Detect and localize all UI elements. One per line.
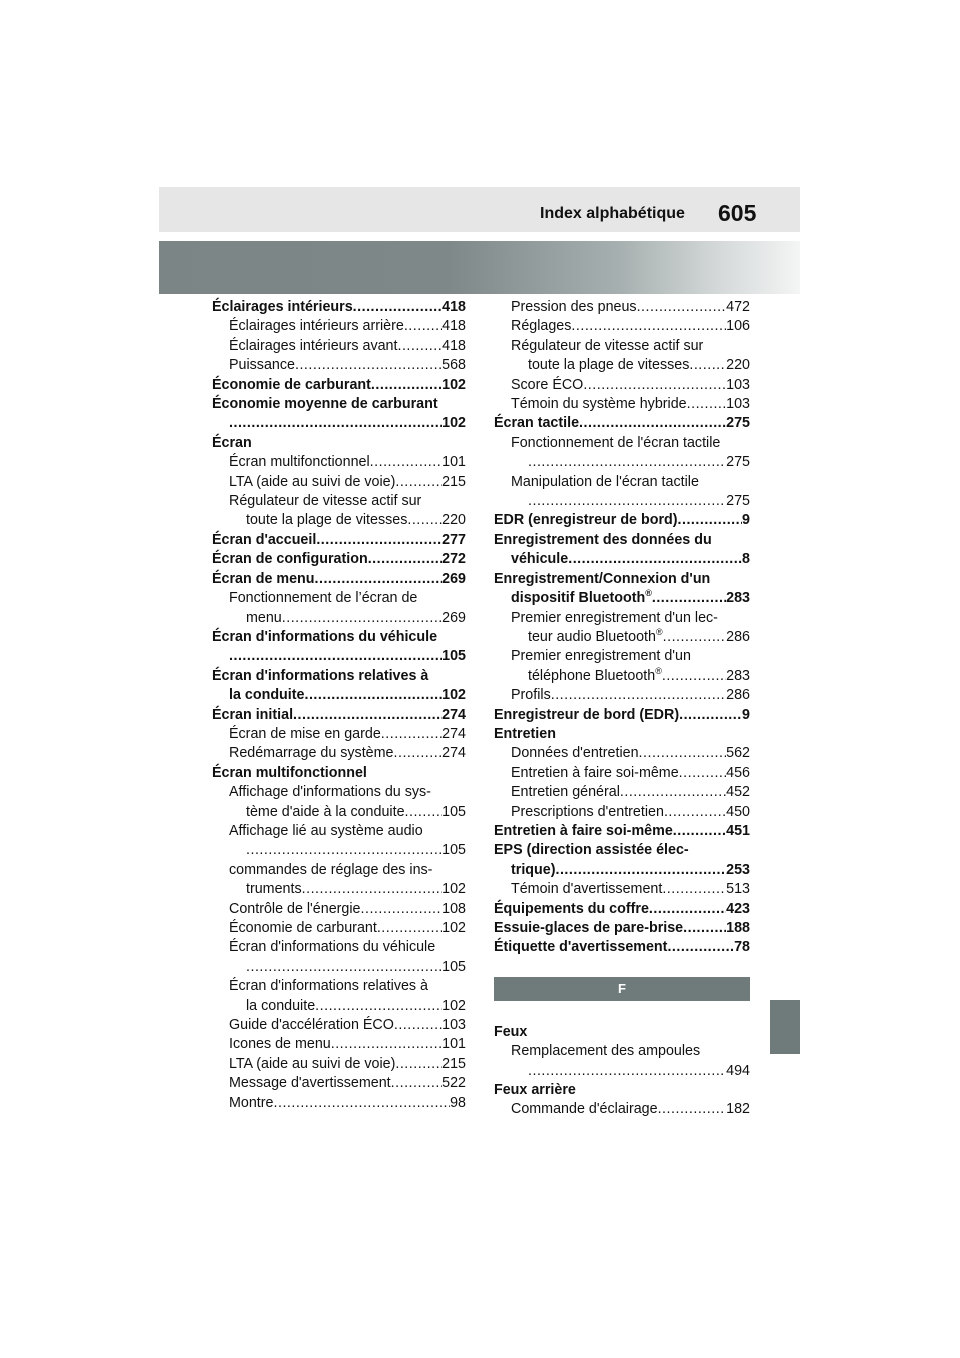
entry-page-number: 103	[442, 1017, 466, 1034]
dot-leader	[397, 337, 442, 356]
entry-page-number: 102	[442, 920, 466, 936]
entry-label: Écran multifonctionnel	[212, 764, 367, 781]
entry-page-number: 450	[726, 803, 750, 820]
index-subentry	[212, 317, 466, 336]
entry-label: Équipements du coffre	[494, 900, 649, 917]
entry-page-number: 283	[726, 667, 750, 684]
dot-leader	[370, 453, 442, 472]
index-subentry	[494, 298, 750, 317]
index-entry	[494, 822, 750, 841]
entry-label: Entretien à faire soi-même	[511, 764, 679, 781]
entry-page-number: 215	[442, 1055, 466, 1072]
entry-label: la conduite	[229, 687, 305, 704]
index-subentry	[494, 1042, 750, 1081]
entry-label: Premier enregistrement d'un	[511, 648, 691, 665]
dot-leader	[405, 803, 443, 822]
dot-leader	[377, 919, 442, 938]
dot-leader	[394, 1016, 442, 1035]
index-entry	[212, 531, 466, 550]
dot-leader	[528, 1062, 726, 1081]
entry-page-number: 102	[442, 881, 466, 898]
entry-page-number: 513	[726, 881, 750, 898]
entry-page-number: 101	[442, 454, 466, 471]
entry-page-number: 101	[442, 1036, 466, 1053]
dot-leader	[579, 414, 726, 433]
index-entry	[494, 1023, 750, 1042]
dot-leader	[687, 395, 727, 414]
entry-label: teur audio Bluetooth®	[528, 626, 663, 645]
entry-page-number: 98	[450, 1094, 466, 1111]
index-entry	[494, 919, 750, 938]
entry-label: Régulateur de vitesse actif sur	[229, 493, 422, 510]
dot-leader	[658, 1100, 727, 1119]
entry-label: Affichage lié au système audio	[229, 822, 423, 839]
entry-label: Écran d'informations relatives à	[212, 667, 429, 684]
entry-label: Message d'avertissement	[229, 1075, 391, 1092]
dot-leader	[664, 803, 726, 822]
index-subentry	[494, 647, 750, 686]
dot-leader	[404, 317, 442, 336]
index-subentry	[212, 453, 466, 472]
index-entry	[494, 414, 750, 433]
dot-leader	[282, 609, 442, 628]
entry-label: Enregistreur de bord (EDR)	[494, 706, 680, 723]
index-subentry	[212, 725, 466, 744]
entry-label: Données d'entretien	[511, 745, 639, 762]
index-subentry	[212, 977, 466, 1016]
dot-leader	[361, 900, 443, 919]
section-letter-header: F	[494, 977, 750, 1001]
index-subentry	[494, 744, 750, 763]
index-subentry	[212, 861, 466, 900]
dot-leader	[394, 744, 443, 763]
entry-label: Entretien général	[511, 784, 620, 801]
index-column-right	[494, 298, 750, 1120]
index-entry	[494, 900, 750, 919]
entry-label: toute la plage de vitesses	[528, 357, 690, 374]
index-subentry	[494, 880, 750, 899]
entry-page-number: 452	[726, 784, 750, 801]
index-subentry	[494, 434, 750, 473]
entry-label: Guide d'accélération ÉCO	[229, 1017, 394, 1034]
dot-leader	[673, 822, 726, 841]
decorative-gradient-band	[159, 241, 800, 294]
entry-label: tème d'aide à la conduite	[246, 803, 405, 820]
entry-label: Économie moyenne de carburant	[212, 396, 438, 413]
entry-label: Écran d'accueil	[212, 531, 317, 548]
dot-leader	[315, 997, 442, 1016]
index-entry	[212, 570, 466, 589]
entry-page-number: 277	[442, 531, 466, 548]
entry-page-number: 275	[726, 454, 750, 471]
entry-label: Commande d'éclairage	[511, 1101, 658, 1118]
entry-page-number: 105	[442, 803, 466, 820]
entry-label: Premier enregistrement d'un lec-	[511, 609, 718, 626]
dot-leader	[662, 880, 726, 899]
entry-label: Icones de menu	[229, 1036, 331, 1053]
entry-label: Écran multifonctionnel	[229, 454, 370, 471]
dot-leader	[353, 298, 442, 317]
entry-label: menu	[246, 609, 282, 626]
entry-label: Économie de carburant	[212, 376, 371, 393]
entry-label: Témoin d'avertissement	[511, 881, 663, 898]
entry-label: LTA (aide au suivi de voie)	[229, 1055, 396, 1072]
entry-label: Manipulation de l'écran tactile	[511, 473, 699, 490]
index-subentry	[212, 938, 466, 977]
entry-page-number: 272	[442, 551, 466, 568]
index-subentry	[212, 822, 466, 861]
dot-leader	[274, 1094, 451, 1113]
entry-page-number: 102	[442, 997, 466, 1014]
entry-page-number: 182	[726, 1101, 750, 1118]
entry-page-number: 78	[734, 939, 750, 956]
entry-label: Étiquette d'avertissement	[494, 939, 668, 956]
dot-leader	[571, 317, 726, 336]
entry-page-number: 102	[442, 687, 466, 704]
entry-label: Réglages	[511, 318, 572, 335]
index-subentry	[494, 395, 750, 414]
entry-label: EDR (enregistreur de bord)	[494, 512, 678, 529]
entry-label: Écran	[212, 434, 252, 451]
index-subentry	[212, 1074, 466, 1093]
index-subentry	[212, 356, 466, 375]
entry-page-number: 9	[742, 512, 750, 529]
dot-leader	[395, 473, 442, 492]
index-subentry	[212, 1016, 466, 1035]
index-entry	[494, 841, 750, 880]
index-subentry	[494, 609, 750, 648]
entry-label: Régulateur de vitesse actif sur	[511, 337, 704, 354]
entry-label: Écran de menu	[212, 570, 315, 587]
index-subentry	[212, 473, 466, 492]
entry-label: Écran d'informations du véhicule	[212, 628, 438, 645]
entry-label: Feux arrière	[494, 1082, 576, 1099]
index-subentry	[212, 589, 466, 628]
entry-page-number: 286	[726, 628, 750, 645]
entry-page-number: 253	[726, 861, 750, 878]
dot-leader	[568, 550, 742, 569]
index-subentry	[212, 492, 466, 531]
index-entry	[494, 706, 750, 725]
dot-leader	[295, 356, 442, 375]
index-entry	[212, 764, 466, 783]
entry-label: Profils	[511, 687, 551, 704]
dot-leader	[246, 958, 442, 977]
entry-label: truments	[246, 881, 302, 898]
index-column-left	[212, 298, 466, 1113]
entry-label: Pression des pneus	[511, 299, 637, 315]
dot-leader	[316, 531, 442, 550]
entry-label: Puissance	[229, 357, 295, 374]
index-subentry	[212, 919, 466, 938]
index-subentry	[494, 686, 750, 705]
entry-page-number: 522	[442, 1075, 466, 1092]
entry-page-number: 188	[726, 920, 750, 936]
dot-leader	[246, 841, 442, 860]
entry-label: téléphone Bluetooth®	[528, 665, 662, 684]
entry-page-number: 451	[726, 822, 750, 839]
entry-label: EPS (direction assistée élec-	[494, 842, 689, 859]
header-band	[159, 187, 800, 232]
index-subentry	[212, 1094, 466, 1113]
dot-leader	[637, 298, 727, 317]
dot-leader	[679, 706, 742, 725]
dot-leader	[229, 647, 442, 666]
entry-page-number: 562	[726, 745, 750, 762]
entry-label: Écran initial	[212, 706, 294, 723]
index-entry	[212, 550, 466, 569]
entry-label: LTA (aide au suivi de voie)	[229, 473, 396, 490]
entry-label: Éclairages intérieurs	[212, 299, 353, 315]
index-subentry	[212, 900, 466, 919]
index-entry	[212, 434, 466, 453]
entry-label: commandes de réglage des ins-	[229, 861, 433, 878]
dot-leader	[229, 414, 442, 433]
index-subentry	[494, 337, 750, 376]
entry-page-number: 456	[726, 764, 750, 781]
page-number: 605	[718, 200, 757, 226]
entry-label: Feux	[494, 1023, 528, 1040]
entry-label: Affichage d'informations du sys-	[229, 784, 431, 801]
dot-leader	[395, 1055, 442, 1074]
entry-page-number: 274	[442, 745, 466, 762]
entry-label: véhicule	[511, 551, 569, 568]
index-subentry	[212, 1055, 466, 1074]
entry-page-number: 108	[442, 900, 466, 917]
entry-label: Score ÉCO	[511, 376, 584, 393]
index-subentry	[494, 764, 750, 783]
entry-page-number: 494	[726, 1062, 750, 1079]
dot-leader	[371, 376, 442, 395]
entry-page-number: 105	[442, 648, 466, 665]
entry-page-number: 103	[726, 396, 750, 413]
dot-leader	[689, 356, 726, 375]
entry-label: Prescriptions d'entretien	[511, 803, 664, 820]
entry-page-number: 568	[442, 357, 466, 374]
entry-page-number: 8	[742, 551, 750, 568]
dot-leader	[381, 725, 442, 744]
entry-label: Écran d'informations du véhicule	[229, 939, 436, 956]
dot-leader	[331, 1035, 442, 1054]
entry-page-number: 418	[442, 337, 466, 354]
index-entry	[494, 511, 750, 530]
entry-page-number: 275	[726, 493, 750, 510]
entry-page-number: 105	[442, 958, 466, 975]
index-entry	[494, 938, 750, 957]
dot-leader	[555, 861, 726, 880]
dot-leader	[679, 764, 726, 783]
entry-label: Contrôle de l'énergie	[229, 900, 361, 917]
index-entry	[212, 395, 466, 434]
dot-leader	[662, 667, 726, 686]
dot-leader	[639, 744, 727, 763]
dot-leader	[528, 492, 726, 511]
entry-page-number: 105	[442, 842, 466, 859]
entry-label: dispositif Bluetooth®	[511, 588, 652, 607]
index-subentry	[494, 317, 750, 336]
entry-page-number: 220	[726, 357, 750, 374]
entry-label: Écran d'informations relatives à	[229, 978, 429, 995]
dot-leader	[315, 570, 443, 589]
index-subentry	[494, 1100, 750, 1119]
index-subentry	[494, 473, 750, 512]
entry-page-number: 418	[442, 299, 466, 315]
entry-page-number: 423	[726, 900, 750, 917]
dot-leader	[649, 900, 726, 919]
dot-leader	[667, 938, 734, 957]
entry-page-number: 103	[726, 376, 750, 393]
dot-leader	[683, 919, 726, 938]
entry-page-number: 102	[442, 376, 466, 393]
entry-label: Témoin du système hybride	[511, 396, 687, 413]
entry-label: Écran tactile	[494, 415, 580, 432]
entry-label: Écran de mise en garde	[229, 725, 381, 742]
dot-leader	[528, 453, 726, 472]
index-entry	[494, 1081, 750, 1100]
entry-label: toute la plage de vitesses	[246, 512, 408, 529]
index-entry	[212, 298, 466, 317]
entry-page-number: 283	[726, 590, 750, 607]
side-thumb-tab	[770, 1000, 800, 1054]
entry-page-number: 472	[726, 299, 750, 315]
entry-label: Montre	[229, 1094, 274, 1111]
dot-leader	[652, 589, 726, 608]
entry-label: Éclairages intérieurs arrière	[229, 318, 404, 335]
entry-label: Économie de carburant	[229, 920, 377, 936]
index-subentry	[212, 783, 466, 822]
entry-label: Entretien à faire soi-même	[494, 822, 673, 839]
dot-leader	[678, 511, 743, 530]
entry-page-number: 274	[442, 706, 466, 723]
dot-leader	[551, 686, 726, 705]
entry-label: Fonctionnement de l’écran de	[229, 590, 418, 607]
dot-leader	[302, 880, 443, 899]
entry-page-number: 269	[442, 609, 466, 626]
dot-leader	[368, 550, 442, 569]
index-entry	[494, 725, 750, 744]
index-subentry	[494, 376, 750, 395]
dot-leader	[293, 706, 442, 725]
entry-page-number: 274	[442, 725, 466, 742]
dot-leader	[407, 511, 442, 530]
entry-label: Remplacement des ampoules	[511, 1043, 701, 1060]
index-entry	[494, 570, 750, 609]
entry-label: Fonctionnement de l'écran tactile	[511, 434, 721, 451]
index-entry	[212, 376, 466, 395]
entry-label: Essuie-glaces de pare-brise	[494, 920, 684, 936]
entry-page-number: 9	[742, 706, 750, 723]
entry-label: la conduite	[246, 997, 316, 1014]
dot-leader	[620, 783, 726, 802]
entry-page-number: 220	[442, 512, 466, 529]
section-title: Index alphabétique	[540, 205, 685, 222]
entry-label: Entretien	[494, 725, 556, 742]
index-subentry	[212, 337, 466, 356]
entry-label: trique)	[511, 861, 556, 878]
index-subentry	[494, 783, 750, 802]
entry-page-number: 215	[442, 473, 466, 490]
entry-page-number: 275	[726, 415, 750, 432]
dot-leader	[391, 1074, 442, 1093]
index-entry	[212, 667, 466, 706]
index-subentry	[494, 803, 750, 822]
entry-label: Redémarrage du système	[229, 745, 394, 762]
entry-label: Écran de configuration	[212, 551, 368, 568]
entry-label: Éclairages intérieurs avant	[229, 337, 398, 354]
entry-page-number: 286	[726, 687, 750, 704]
entry-page-number: 102	[442, 415, 466, 432]
dot-leader	[304, 686, 442, 705]
index-entry	[212, 628, 466, 667]
entry-label: Enregistrement des données du	[494, 531, 712, 548]
index-entry	[494, 531, 750, 570]
entry-page-number: 418	[442, 318, 466, 335]
entry-page-number: 269	[442, 570, 466, 587]
index-subentry	[212, 744, 466, 763]
dot-leader	[583, 376, 726, 395]
entry-page-number: 106	[726, 318, 750, 335]
entry-label: Enregistrement/Connexion d'un	[494, 570, 711, 587]
index-entry	[212, 706, 466, 725]
index-subentry	[212, 1035, 466, 1054]
dot-leader	[663, 628, 727, 647]
